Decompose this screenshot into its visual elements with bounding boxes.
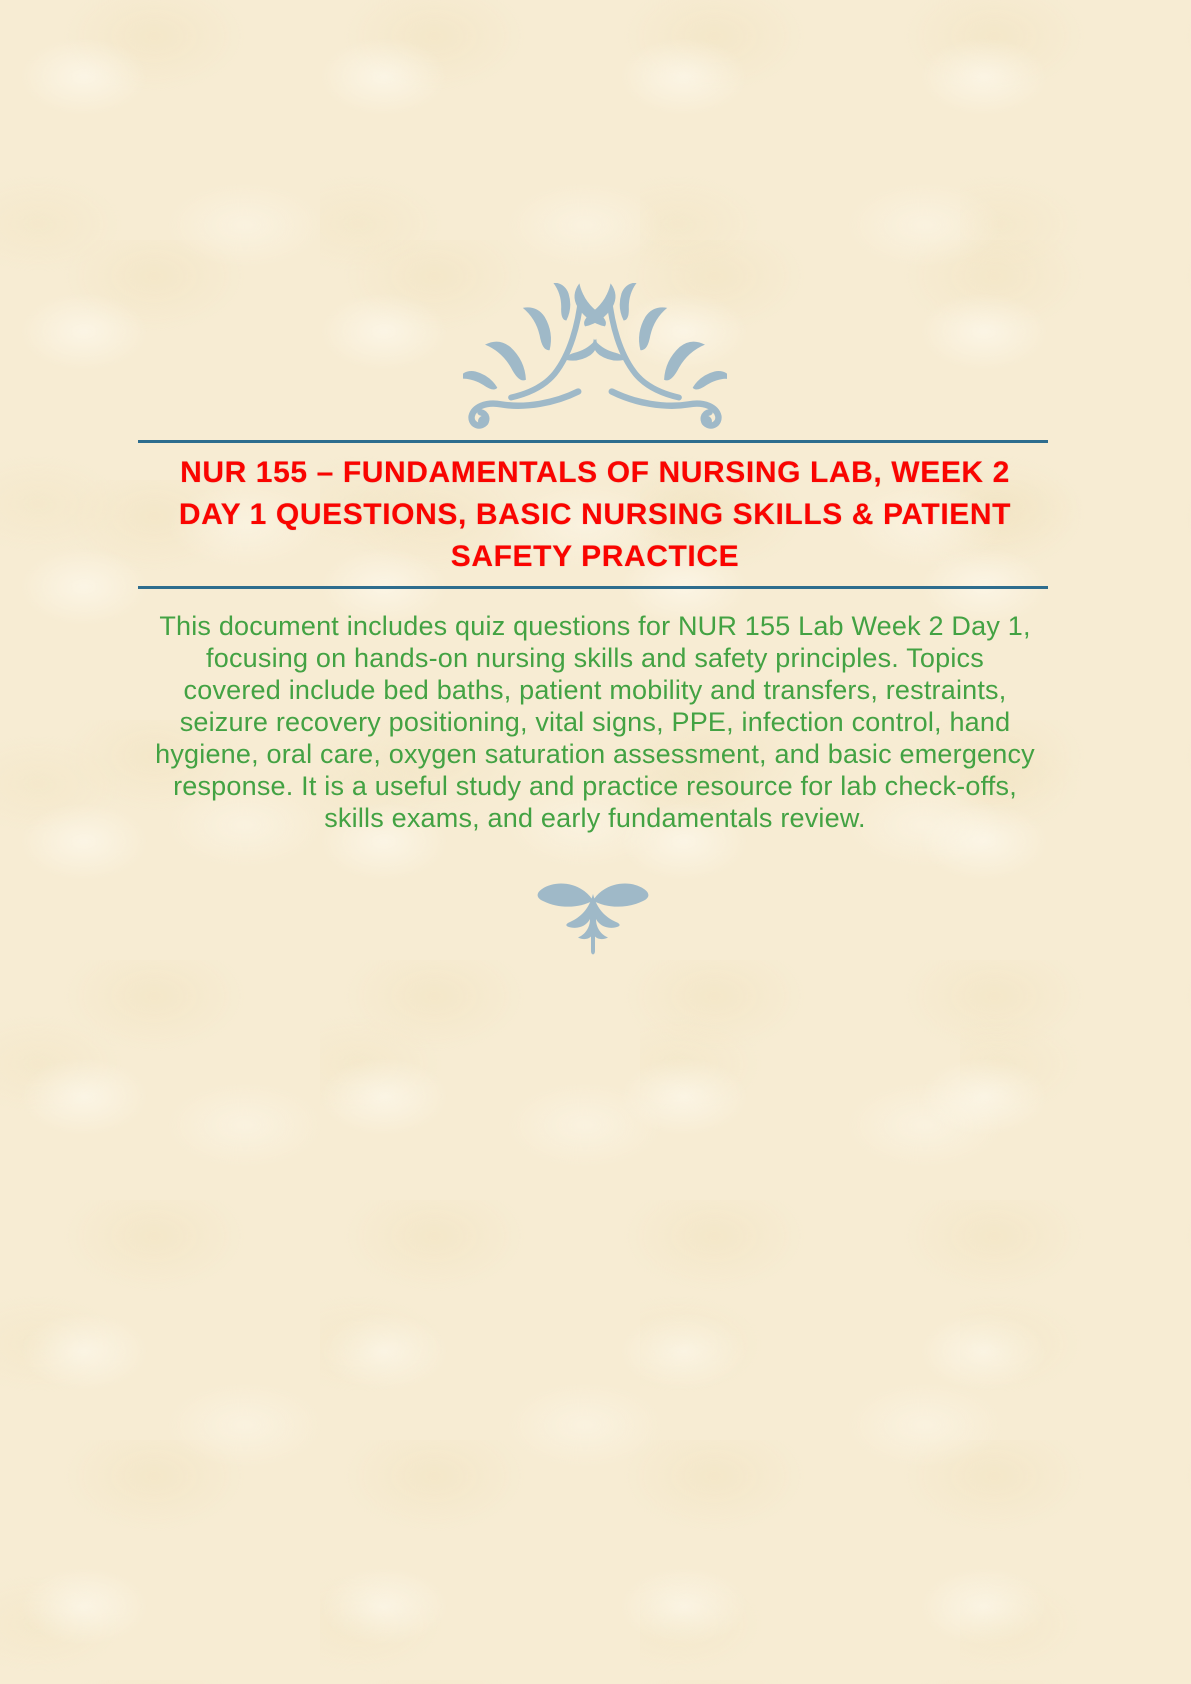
title-line-3: SAFETY PRACTICE — [450, 540, 740, 573]
summary-line: This document includes quiz questions for NUR 155 Lab Week 2 Day 1, — [159, 611, 1031, 641]
floral-flourish-icon — [463, 283, 727, 433]
summary-line: hygiene, oral care, oxygen saturation assessment, and basic emergency — [155, 739, 1035, 769]
title-line-2: DAY 1 QUESTIONS, BASIC NURSING SKILLS & PATIENT — [178, 498, 1012, 531]
summary-line: covered include bed baths, patient mobility and transfers, restraints, — [183, 675, 1007, 705]
divider-line-bottom — [138, 586, 1048, 589]
summary-line: skills exams, and early fundamentals review. — [324, 803, 866, 833]
fleuron-icon — [527, 878, 659, 958]
title-line-1: NUR 155 – FUNDAMENTALS OF NURSING LAB, WEEK 2 — [180, 456, 1010, 489]
summary-line: focusing on hands-on nursing skills and safety principles. Topics — [206, 643, 984, 673]
summary-paragraph — [95, 610, 1095, 834]
summary-line: seizure recovery positioning, vital signs, PPE, infection control, hand — [179, 707, 1011, 737]
summary-line: response. It is a useful study and practice resource for lab check-offs, — [173, 771, 1017, 801]
page-title — [120, 452, 1070, 578]
divider-line-top — [138, 440, 1048, 443]
